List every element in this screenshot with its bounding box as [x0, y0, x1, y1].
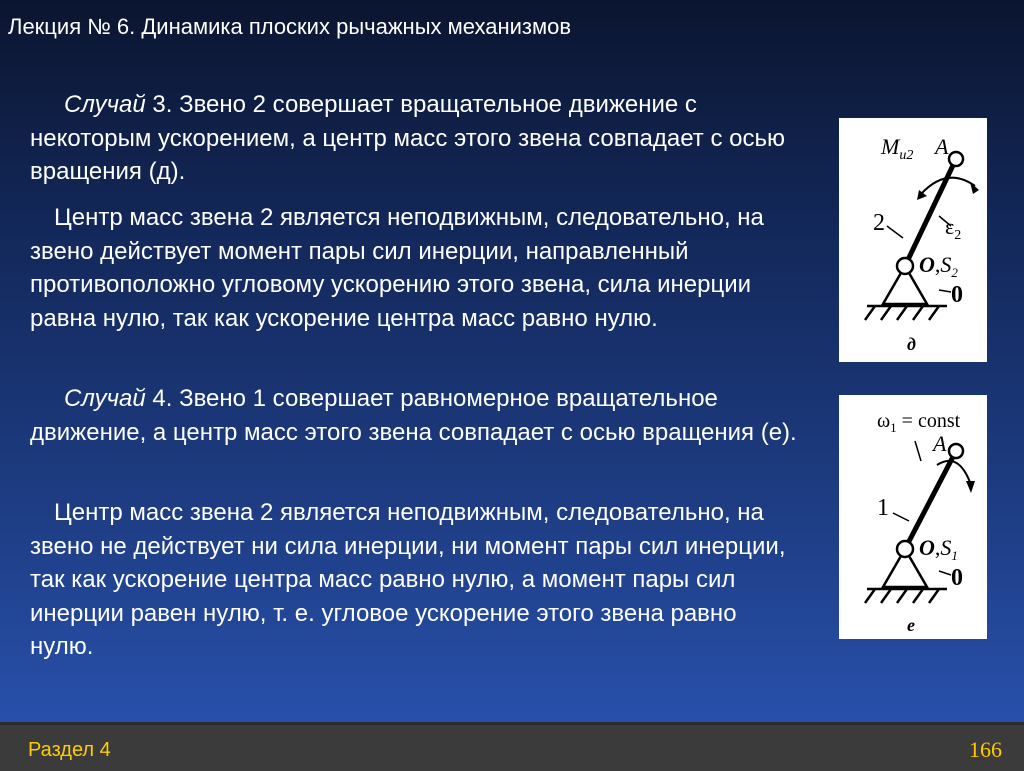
- label-epsilon: $\varepsilon_2$: [945, 214, 962, 243]
- figure-e-diagram: [839, 395, 987, 639]
- case-3-text: 3. Звено 2 совершает вращательное движение с некоторым ускорением, а центр масс этого звена совпадает с осью вращения (д).: [30, 91, 785, 185]
- label-ground: 0: [951, 565, 963, 591]
- pivot-joint: [897, 258, 913, 274]
- paragraph-case-4-explanation: Центр масс звена 2 является неподвижным, следовательно, на звено не действует ни сила инерции, ни момент пары сил инерции, так как ускорение центра масс равно нулю, а момент пары сил инерции равен нулю, т. е. угловое ускорение этого звена равно нулю.: [30, 499, 786, 660]
- paragraph-case-4: [30, 382, 805, 449]
- link-2: [905, 159, 956, 266]
- label-point-a: A: [935, 134, 949, 159]
- label-omega: $\omega_1$ = const: [877, 410, 961, 435]
- caption-d: д: [907, 334, 916, 354]
- case-4-lead: Случай: [64, 385, 146, 412]
- joint-a: [949, 444, 963, 458]
- footer-bar: [0, 722, 1024, 771]
- pivot-joint: [897, 541, 913, 557]
- label-pivot: $O,S_2$: [919, 252, 958, 280]
- footer-section-label: Раздел 4: [28, 739, 111, 761]
- case-3-lead: Случай: [64, 91, 146, 118]
- label-link-1: 1: [877, 495, 889, 521]
- case-4-text: 4. Звено 1 совершает равномерное вращательное движение, а центр масс этого звена совпадает с осью вращения (е).: [30, 385, 797, 446]
- joint-a: [949, 152, 963, 166]
- paragraph-case-3-explanation: Центр масс звена 2 является неподвижным, следовательно, на звено действует момент пары сил инерции, направленный противоположно угловому ускорению этого звена, сила инерции равна нулю, так как ускорение центра масс равно нулю.: [30, 204, 764, 332]
- page-number: 166: [969, 737, 1002, 762]
- label-link-2: 2: [873, 210, 885, 236]
- label-point-a: A: [933, 431, 947, 456]
- paragraph-case-3: [30, 88, 805, 189]
- label-moment: $M_{и2}$: [881, 134, 914, 163]
- label-ground: 0: [951, 282, 963, 308]
- caption-e: е: [907, 615, 915, 635]
- figure-d-diagram: [839, 118, 987, 362]
- label-pivot: $O,S_1$: [919, 535, 958, 563]
- slide-title: Лекция № 6. Динамика плоских рычажных механизмов: [8, 14, 572, 39]
